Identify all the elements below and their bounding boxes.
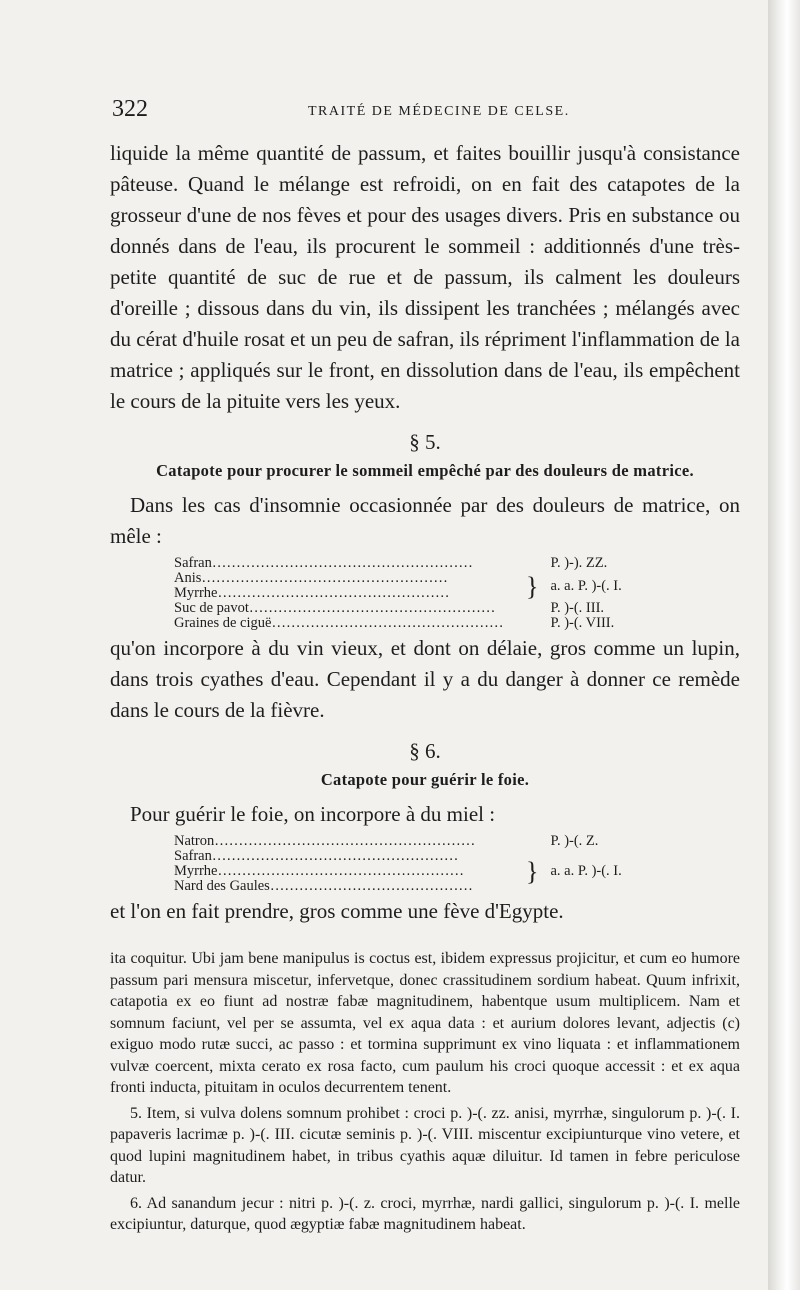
recipe-6-table [174, 834, 622, 894]
section-5-intro: Dans les cas d'insomnie occasionnée par des douleurs de matrice, on mêle : [110, 493, 740, 548]
ingredient-name: Graines de ciguë………………………………………… [174, 615, 504, 631]
brace-mark: } [526, 857, 539, 886]
ingredient-quantity: P. )-(. VIII. [550, 615, 615, 631]
ingredient-quantity: P. )-). ZZ. [550, 555, 608, 571]
section-5-number: § 5. [409, 430, 441, 454]
french-text [110, 138, 740, 927]
section-6-intro: Pour guérir le foie, on incorpore à du miel : [130, 802, 496, 826]
recipe-row [174, 849, 622, 864]
latin-text [110, 948, 740, 1240]
ingredient-name: Anis…………………………………………… [174, 570, 448, 586]
recipe-row [174, 571, 622, 586]
section-6-heading: Catapote pour guérir le foie. [320, 770, 530, 789]
latin-paragraph: 6. Ad sanandum jecur : nitri p. )-(. z. croci, myrrhæ, nardi gallici, singulorum p. )-(. I. melle excipiuntur, daturque, quod ægyptiæ fabæ magnitudinem habeat. [110, 1194, 740, 1233]
recipe-row [174, 601, 622, 616]
recipe-row [174, 616, 622, 631]
ingredient-quantity: P. )-(. III. [550, 600, 605, 616]
page-number: 322 [112, 96, 148, 122]
ingredient-name: Natron……………………………………………… [174, 833, 476, 849]
ingredient-name: Safran…………………………………………… [174, 848, 459, 864]
section-6-number: § 6. [409, 739, 441, 763]
recipe-5-table [174, 556, 622, 631]
recipe-row [174, 834, 622, 849]
ingredient-quantity: a. a. P. )-(. I. [550, 863, 622, 879]
page-header [112, 96, 772, 126]
paragraph-continuation: liquide la même quantité de passum, et faites bouillir jusqu'à consistance pâteuse. Quand le mélange est refroidi, on en fait des catapotes de la grosseur d'une de nos fèves et pour des usages divers. Pris en substance ou donnés dans de l'eau, ils procurent le sommeil : additionnés d'une très-petite quantité de suc de rue et de passum, ils calment les douleurs d'oreille ; dissous dans du vin, ils dissipent les tranchées ; mélangés avec du cérat d'huile rosat et un peu de safran, ils répriment l'inflammation de la matrice ; appliqués sur le front, en dissolution dans de l'eau, ils empêchent le cours de la pituite vers les yeux. [110, 141, 740, 413]
page-edge [768, 0, 800, 1290]
ingredient-name: Nard des Gaules…………………………………… [174, 878, 473, 894]
ingredient-name: Myrrhe…………………………………………… [174, 863, 464, 879]
latin-paragraph: ita coquitur. Ubi jam bene manipulus is coctus est, ibidem expressus projicitur, et cum eo humore passum pari mensura miscetur, infervetque, donec crassitudinem sordium habeat. Quum infrixit, catapotia ex eo fiunt ad nostræ fabæ magnitudinem, habentque usum multiplicem. Nam et somnum faciunt, vel per se assumta, vel ex aqua data : et aurium dolores levant, adjectis (c) exiguo modo rutæ succi, ac passo : et tormina supprimunt ex vino liquata : et inflammationem vulvæ coercent, mixta cerato ex rosa facto, cum paulum his croci quoque accessit : et ex aqua fronti inducta, pituitam in oculos decurrentem tenent. [110, 950, 740, 1096]
ingredient-quantity: P. )-(. Z. [550, 833, 599, 849]
recipe-row [174, 556, 622, 571]
ingredient-name: Suc de pavot…………………………………………… [174, 600, 496, 616]
ingredient-name: Myrrhe………………………………………… [174, 585, 450, 601]
section-5-heading: Catapote pour procurer le sommeil empêché par des douleurs de matrice. [156, 461, 694, 480]
section-5-after: qu'on incorpore à du vin vieux, et dont on délaie, gros comme un lupin, dans trois cyathes d'eau. Cependant il y a du danger à donner ce remède dans le cours de la fièvre. [110, 636, 740, 722]
section-6-after: et l'on en fait prendre, gros comme une fève d'Egypte. [110, 899, 564, 923]
ingredient-quantity: a. a. P. )-(. I. [550, 577, 622, 594]
latin-paragraph: 5. Item, si vulva dolens somnum prohibet : croci p. )-(. zz. anisi, myrrhæ, singulorum p. )-(. I. papaveris lacrimæ p. )-(. III. cicutæ seminis p. )-(. VIII. miscentur excipiunturque vino vetere, et quod lupini magnitudinem habet, in tribus cyathis aquæ diluitur. Id tamen in febre periculose datur. [110, 1104, 740, 1186]
brace-mark: } [526, 571, 539, 601]
ingredient-name: Safran……………………………………………… [174, 555, 473, 571]
running-title: TRAITÉ DE MÉDECINE DE CELSE. [308, 104, 570, 119]
